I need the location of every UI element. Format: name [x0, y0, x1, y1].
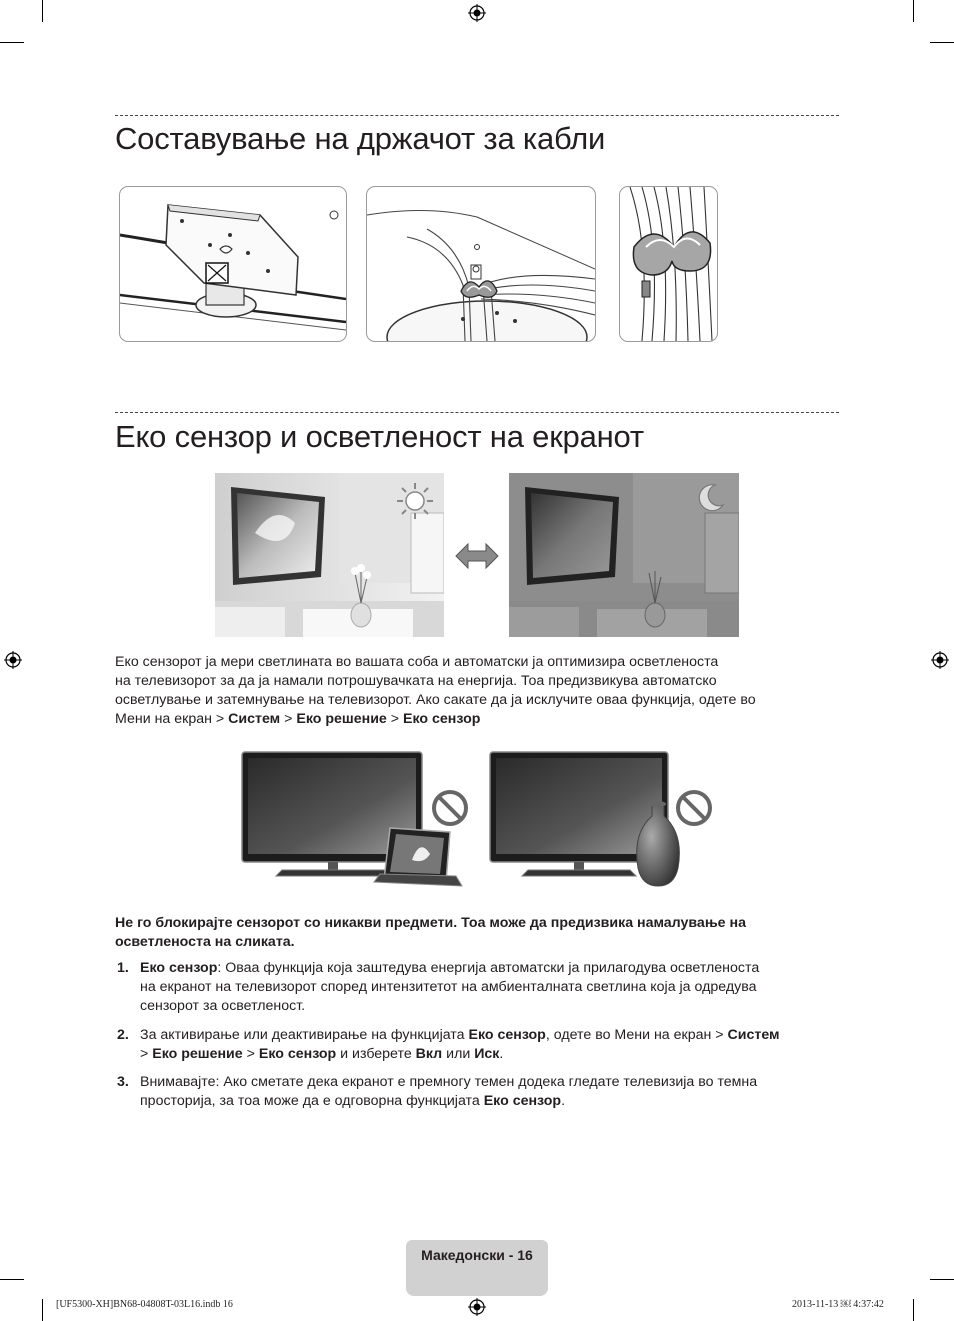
menu-eco-solution: Еко решение [152, 1046, 243, 1062]
menu-system: Систем [228, 711, 281, 727]
intro-line4: Мени на екран [115, 711, 212, 727]
prohibited-icon [674, 788, 714, 828]
warning-text [115, 914, 840, 952]
note-text: и изберете [336, 1046, 416, 1062]
illustration-tv-blocked-frame [240, 750, 465, 888]
print-slug-left: [UF5300-XH]BN68-04808T-03L16.indb 16 [56, 1299, 233, 1310]
intro-line: Еко сензорот ја мери светлината во вашата соба и автоматски ја оптимизира осветленоста [115, 654, 719, 670]
note-text: . [561, 1093, 566, 1109]
section-divider [115, 412, 839, 413]
list-item [115, 1026, 840, 1066]
illustration-dark-room [509, 473, 739, 637]
crop-mark [913, 0, 914, 22]
note-text: : Оваа функција која заштедува енергија автоматски ја прилагодува осветленоста [217, 960, 760, 976]
note-text: , одете во Мени на екран > [545, 1027, 728, 1043]
note-text: просторија, за тоа може да е одговорна функцијата [140, 1093, 484, 1109]
menu-system: Систем [727, 1027, 780, 1043]
option-on: Вкл [415, 1046, 443, 1062]
prohibited-icon [430, 788, 470, 828]
intro-line: на телевизорот за да ја намали потрошувачката на енергија. Тоа предизвикува автоматско [115, 673, 717, 689]
illustration-stand-holder [119, 186, 347, 342]
note-text: или [442, 1046, 475, 1062]
list-number: 2. [117, 1027, 129, 1043]
list-number: 1. [117, 960, 129, 976]
sun-icon [395, 481, 435, 521]
list-text [140, 959, 840, 1016]
crop-mark [42, 0, 43, 22]
note-text: За активирање или деактивирање на функцијата [140, 1027, 469, 1043]
eco-sensor-intro [115, 653, 840, 729]
note-text: > [140, 1046, 153, 1062]
list-text [140, 1026, 852, 1064]
warning-line: осветленоста на сликата. [115, 934, 295, 950]
registration-mark-icon [931, 651, 949, 669]
intro-line-menu-path [115, 710, 840, 729]
crop-mark [0, 42, 24, 43]
term-eco-sensor: Еко сензор [468, 1027, 546, 1043]
section-title-eco-sensor: Еко сензор и осветленост на екранот [115, 419, 644, 454]
illustration-cables-holder [366, 186, 596, 342]
list-item [115, 959, 840, 1019]
option-off: Иск [474, 1046, 500, 1062]
list-item [115, 1073, 840, 1113]
section-title-cable-holder: Составување на држачот за кабли [115, 121, 606, 156]
menu-eco-sensor: Еко сензор [258, 1046, 337, 1062]
illustration-tv-blocked-vase [488, 750, 713, 888]
note-text: > [242, 1046, 259, 1062]
list-text [140, 1073, 840, 1111]
note-line: сензорот за осветленост. [140, 998, 306, 1014]
double-arrow-icon [454, 542, 500, 570]
registration-mark-icon [468, 1298, 486, 1316]
term-eco-sensor: Еко сензор [483, 1093, 562, 1109]
illustration-holder-closeup [619, 186, 718, 342]
path-separator: > [215, 711, 225, 727]
crop-mark [930, 42, 954, 43]
page-label: Македонски - 16 [421, 1247, 533, 1263]
note-line [140, 1092, 840, 1111]
warning-line: Не го блокирајте сензорот со никакви предмети. Тоа може да предизвика намалување на [115, 915, 746, 931]
section-divider [115, 115, 839, 116]
moon-icon [693, 481, 727, 515]
crop-mark [42, 1299, 43, 1321]
note-line: на екранот на телевизорот според интензитетот на амбиенталната светлина која ја одредува [140, 979, 757, 995]
intro-line: осветлување и затемнување на телевизорот. Ако сакате да ја исклучите оваа функција, одете во [115, 692, 756, 708]
registration-mark-icon [4, 651, 22, 669]
path-separator: > [390, 711, 400, 727]
list-number: 3. [117, 1074, 129, 1090]
menu-eco-solution: Еко решение [296, 711, 387, 727]
crop-mark [0, 1279, 24, 1280]
crop-mark [913, 1299, 914, 1321]
note-line: Внимавајте: Ако сметате дека екранот е премногу темен додека гледате телевизија во темна [140, 1074, 758, 1090]
print-slug-right: 2013-11-13 ￼ 4:37:42 [792, 1299, 884, 1310]
illustration-bright-room [215, 473, 444, 637]
path-separator: > [284, 711, 293, 727]
note-line [140, 959, 840, 978]
term-eco-sensor: Еко сензор [140, 960, 218, 976]
note-text: . [499, 1046, 504, 1062]
registration-mark-icon [468, 4, 486, 22]
menu-eco-sensor: Еко сензор [403, 711, 481, 727]
crop-mark [930, 1279, 954, 1280]
